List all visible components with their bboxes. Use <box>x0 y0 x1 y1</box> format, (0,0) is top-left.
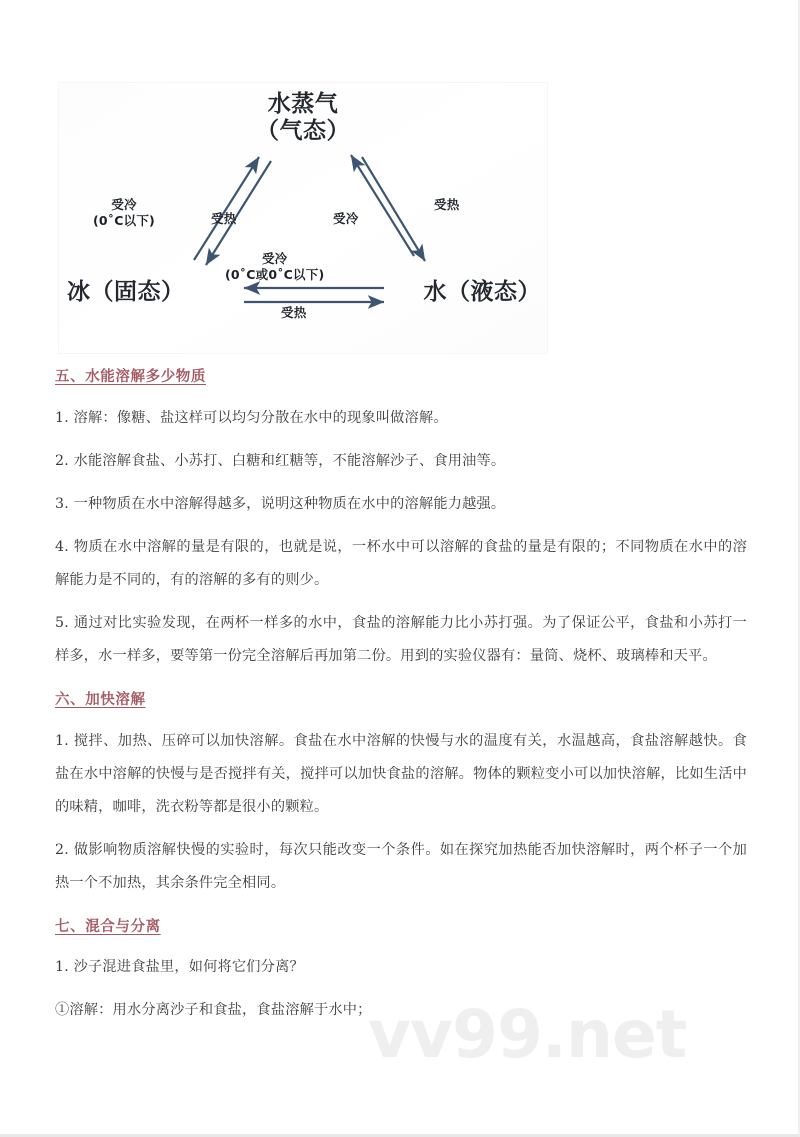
arrow-label-cool-bottom-line1: 受冷 <box>261 251 288 266</box>
section-5-paragraph-5: 5. 通过对比实验发现，在两杯一样多的水中，食盐的溶解能力比小苏打强。为了保证公平，食盐和小苏打一样多，水一样多，要等第一份完全溶解后再加第二份。用到的实验仪器有：量筒、烧杯、玻璃棒和天平。 <box>55 614 747 664</box>
arrow-label-cool-freeze-line2: (0˚C以下) <box>93 212 155 228</box>
arrow-label-cool-freeze <box>93 197 155 228</box>
section-7-paragraph-2: ①溶解：用水分离沙子和食盐，食盐溶解于水中； <box>55 1002 372 1019</box>
document-body <box>55 366 747 1027</box>
diagram-node-ice: 冰（固态） <box>67 279 185 305</box>
section-heading-7: 七、混合与分离 <box>55 917 161 935</box>
section-heading-6: 六、加快溶解 <box>55 690 146 708</box>
arrow-label-cool-freeze-line1: 受冷 <box>111 197 137 212</box>
section-heading-5: 五、水能溶解多少物质 <box>55 368 206 385</box>
section-5-paragraph-3: 3. 一种物质在水中溶解得越多，说明这种物质在水中的溶解能力越强。 <box>55 495 506 512</box>
arrow-label-heat-sublimation: 受热 <box>211 211 237 226</box>
arrow-label-cool-freezing-bottom <box>225 251 324 282</box>
section-5-paragraph-1: 1. 溶解：像糖、盐这样可以均匀分散在水中的现象叫做溶解。 <box>55 409 448 426</box>
arrow-label-heat-melting-bottom: 受热 <box>281 305 307 320</box>
section-5-paragraph-2: 2. 水能溶解食盐、小苏打、白糖和红糖等，不能溶解沙子、食用油等。 <box>55 452 506 469</box>
node-vapor-line2: （气态） <box>256 118 350 145</box>
diagram-node-liquid-water: 水（液态） <box>423 279 541 305</box>
site-watermark: vv99.net <box>368 996 687 1073</box>
diagram-node-water-vapor <box>59 91 547 145</box>
section-5-paragraph-4: 4. 物质在水中溶解的量是有限的，也就是说，一杯水中可以溶解的食盐的量是有限的；不同物质在水中的溶解能力是不同的，有的溶解的多有的则少。 <box>55 538 747 588</box>
arrow-label-cool-condensation: 受冷 <box>333 211 359 226</box>
arrow-label-cool-bottom-line2: (0˚C或0˚C以下) <box>225 266 325 282</box>
node-vapor-line1: 水蒸气 <box>267 91 339 117</box>
water-state-diagram <box>58 82 548 354</box>
section-6-paragraph-2: 2. 做影响物质溶解快慢的实验时，每次只能改变一个条件。如在探究加热能否加快溶解时，两个杯子一个加热一个不加热，其余条件完全相同。 <box>55 841 747 891</box>
section-7-paragraph-1: 1. 沙子混进食盐里，如何将它们分离？ <box>55 959 304 976</box>
arrow-label-heat-evaporation: 受热 <box>434 197 460 212</box>
section-6-paragraph-1: 1. 搅拌、加热、压碎可以加快溶解。食盐在水中溶解的快慢与水的温度有关，水温越高，食盐溶解越快。食盐在水中溶解的快慢与是否搅拌有关，搅拌可以加快食盐的溶解。物体的颗粒变小可以加快溶解，比如生活中的味精，咖啡，洗衣粉等都是很小的颗粒。 <box>55 732 747 815</box>
